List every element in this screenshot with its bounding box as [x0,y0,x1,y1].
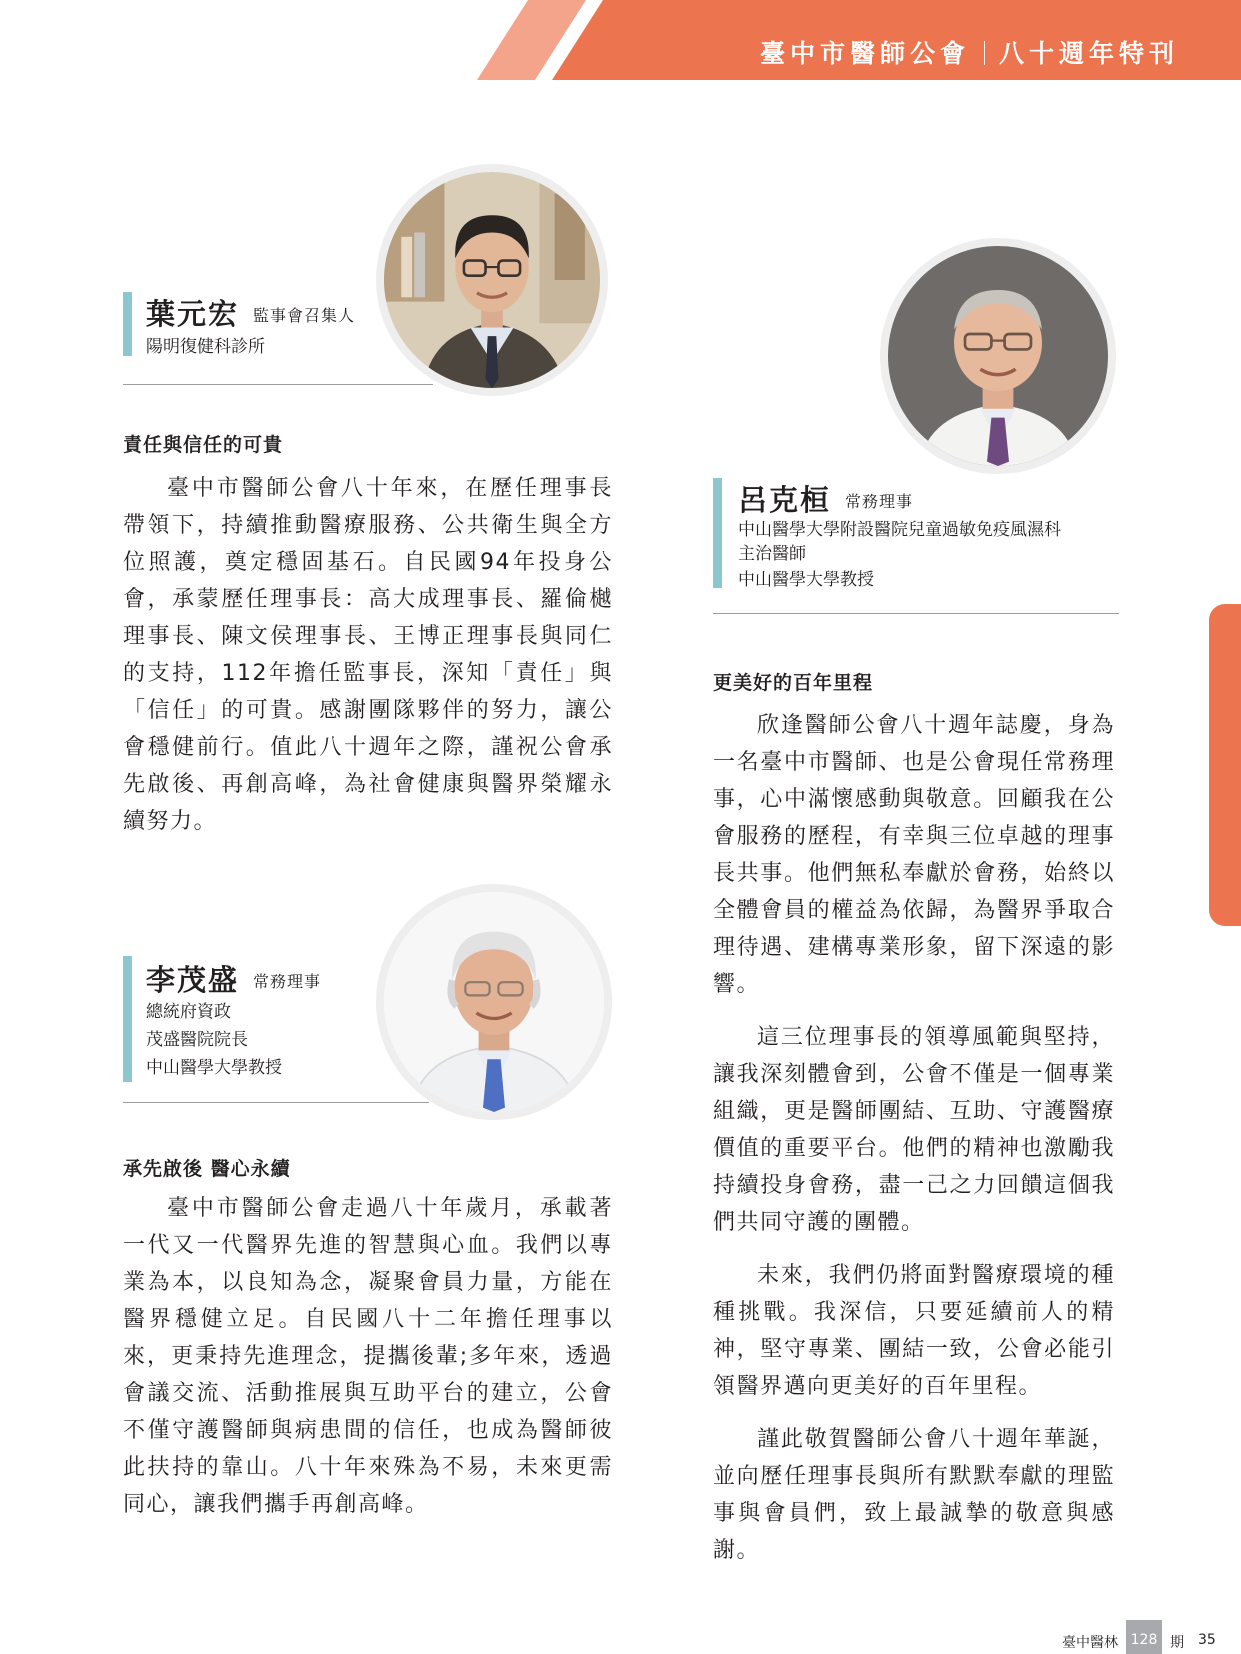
article-ye-paragraph: 臺中市醫師公會八十年來，在歷任理事長帶領下，持續推動醫療服務、公共衛生與全方位照護，奠定穩固基石。自民國94年投身公會，承蒙歷任理事長：高大成理事長、羅倫樾理事長、陳文侯理事長、王博正理事長與同仁的支持，112年擔任監事長，深知「責任」與「信任」的可貴。感謝團隊夥伴的努力，讓公會穩健前行。值此八十週年之際，謹祝公會承先啟後、再創高峰，為社會健康與醫界榮耀永續努力。 [123,476,613,834]
footer-issue: 128 [1130,1632,1158,1648]
article-ye-heading: 責任與信任的可貴 [123,434,284,456]
article-lu-paragraph-3: 未來，我們仍將面對醫療環境的種種挑戰。我深信，只要延續前人的精神，堅守專業、團結一致，公會必能引領醫界邁向更美好的百年里程。 [713,1263,1115,1399]
profile-ye-accent-bar [123,292,132,356]
profile-lu-line-1: 中山醫學大學附設醫院兒童過敏免疫風濕科 [738,520,1061,540]
footer-magazine: 臺中醫林 [1062,1635,1118,1651]
profile-li-name [146,958,321,999]
article-lu-body [713,707,1115,1569]
footer-page-number: 35 [1198,1632,1216,1648]
portrait-man-glasses-white-coat-icon [888,246,1108,466]
article-li-paragraph: 臺中市醫師公會走過八十年歲月，承載著一代又一代醫界先進的智慧與心血。我們以專業為本，以良知為念，凝聚會員力量，方能在醫界穩健立足。自民國八十二年擔任理事以來，更秉持先進理念，提攜後輩;多年來，透過會議交流、活動推展與互助平台的建立，公會不僅守護醫師與病患間的信任，也成為醫師彼此扶持的靠山。八十年來殊為不易，未來更需同心，讓我們攜手再創高峰。 [123,1196,613,1517]
article-lu-paragraph-2: 這三位理事長的領導風範與堅持，讓我深刻體會到，公會不僅是一個專業組織，更是醫師團結、互助、守護醫療價值的重要平台。他們的精神也激勵我持續投身會務，盡一己之力回饋這個我們共同守護的團體。 [713,1025,1115,1235]
profile-lu-accent-bar [713,478,722,588]
profile-li-line-3: 中山醫學大學教授 [146,1058,282,1078]
profile-ye-name-text: 葉元宏 [146,297,240,331]
article-lu-paragraph-4: 謹此敬賀醫師公會八十週年華誕，並向歷任理事長與所有默默奉獻的理監事與會員們，致上最誠摯的敬意與感謝。 [713,1427,1115,1563]
header-banner [0,0,1241,80]
profile-li-name-text: 李茂盛 [146,963,240,997]
profile-li-line-2: 茂盛醫院院長 [146,1030,248,1050]
photo-lu [880,238,1116,474]
profile-lu-line-3: 中山醫學大學教授 [738,570,874,590]
profile-li-role: 常務理事 [253,972,322,991]
article-lu-heading: 更美好的百年里程 [713,672,874,694]
photo-li [376,884,612,1120]
profile-lu-role: 常務理事 [845,492,914,511]
profile-lu-name-text: 呂克桓 [738,483,832,517]
profile-lu-line-2: 主治醫師 [738,544,806,564]
profile-li-rule [123,1102,429,1103]
header-org: 臺中市醫師公會 [759,39,970,68]
article-ye-body [123,470,613,840]
profile-ye-role: 監事會召集人 [253,306,356,325]
header-divider [984,41,985,65]
section-tab [1209,604,1241,926]
profile-lu-rule [713,613,1119,614]
footer-issue-suffix: 期 [1170,1635,1184,1651]
profile-li-accent-bar [123,956,132,1082]
profile-li-line-1: 總統府資政 [146,1002,231,1022]
profile-lu-name [738,478,913,519]
header-edition: 八十週年特刊 [998,39,1179,68]
portrait-man-glasses-suit-icon [384,172,600,388]
article-li-body [123,1190,613,1523]
article-li-heading: 承先啟後 醫心永續 [123,1158,291,1180]
profile-ye-rule [123,384,433,385]
profile-ye-affiliation: 陽明復健科診所 [146,337,265,357]
header-title [760,34,1179,70]
photo-ye [376,164,608,396]
footer-issue-badge [1126,1620,1162,1654]
article-lu-paragraph-1: 欣逢醫師公會八十週年誌慶，身為一名臺中市醫師、也是公會現任常務理事，心中滿懷感動與敬意。回顧我在公會服務的歷程，有幸與三位卓越的理事長共事。他們無私奉獻於會務，始終以全體會員的權益為依歸，為醫界爭取合理待遇、建構專業形象，留下深遠的影響。 [713,713,1115,997]
portrait-white-haired-man-white-coat-icon [384,892,604,1112]
profile-ye-name [146,292,355,333]
